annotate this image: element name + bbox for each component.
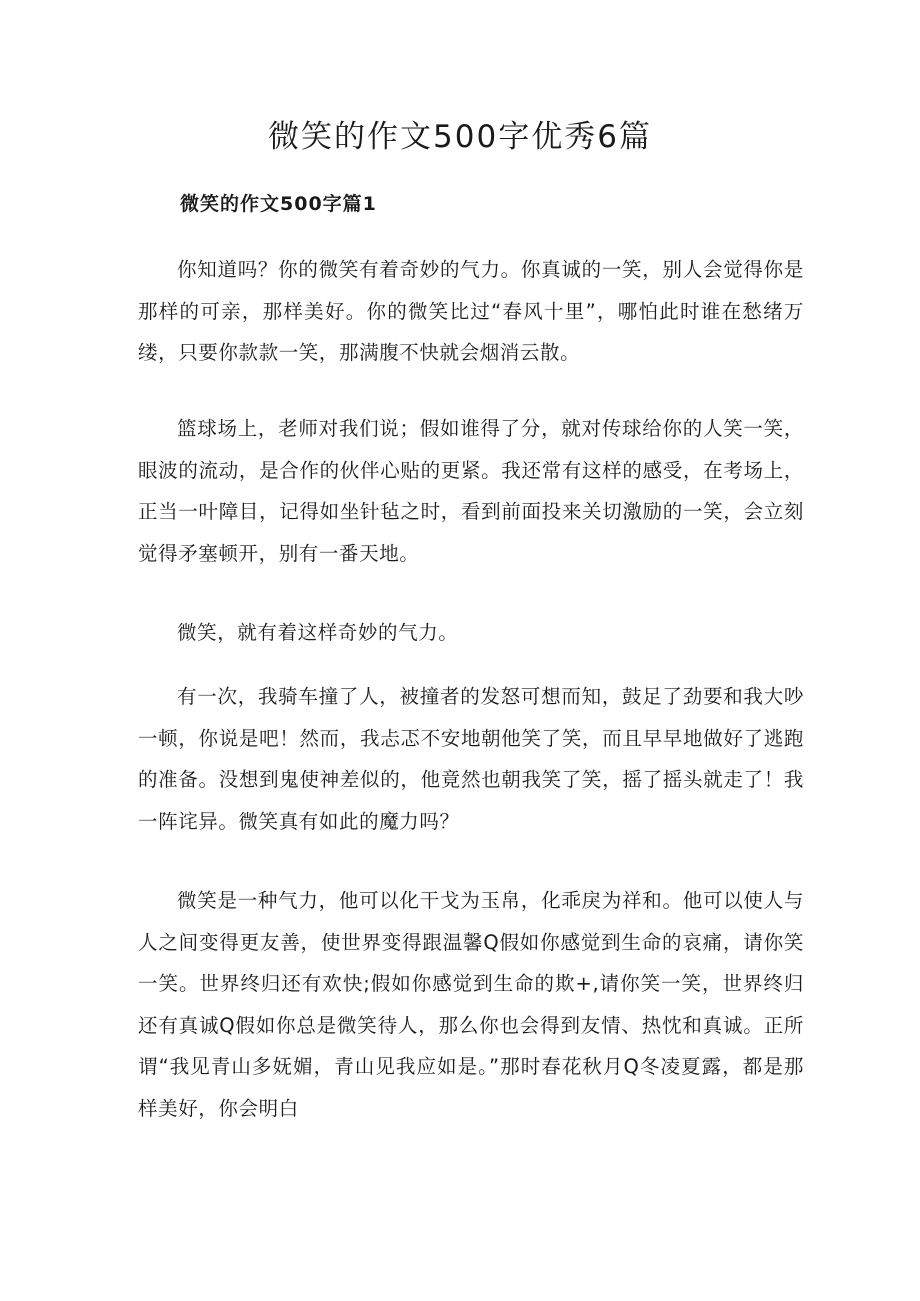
paragraph-5: 微笑是一种气力，他可以化干戈为玉帛，化乖戾为祥和。他可以使人与人之间变得更友善，使世界变得跟温馨Q假如你感觉到生命的哀痛，请你笑一笑。世界终归还有欢快;假如你感觉到生命的欺+,请你笑一笑，世界终归还有真诚Q假如你总是微笑待人，那么你也会得到友情、热忱和真诚。正所谓“我见青山多妩媚，青山见我应如是。”那时春花秋月Q冬凌夏露，都是那样美好，你会明白: [138, 889, 804, 1120]
paragraph-1: 你知道吗？你的微笑有着奇妙的气力。你真诚的一笑，别人会觉得你是那样的可亲，那样美好。你的微笑比过“春风十里”，哪怕此时谁在愁绪万缕，只要你款款一笑，那满腹不快就会烟消云散。: [138, 258, 804, 364]
document-title: 微笑的作文500字优秀6篇: [268, 119, 652, 155]
section-heading: 微笑的作文500字篇1: [180, 193, 377, 215]
paragraph-4: 有一次，我骑车撞了人，被撞者的发怒可想而知，鼓足了劲要和我大吵一顿，你说是吧！然而，我忐忑不安地朝他笑了笑，而且早早地做好了逃跑的准备。没想到鬼使神差似的，他竟然也朝我笑了笑，摇了摇头就走了！我一阵诧异。微笑真有如此的魔力吗？: [138, 685, 804, 833]
paragraph-3: 微笑，就有着这样奇妙的气力。: [177, 621, 459, 644]
paragraph-2: 篮球场上，老师对我们说；假如谁得了分，就对传球给你的人笑一笑，眼波的流动，是合作的伙伴心贴的更紧。我还常有这样的感受，在考场上，正当一叶障目，记得如坐针毡之时，看到前面投来关切激励的一笑，会立刻觉得矛塞顿开，别有一番天地。: [138, 417, 804, 565]
